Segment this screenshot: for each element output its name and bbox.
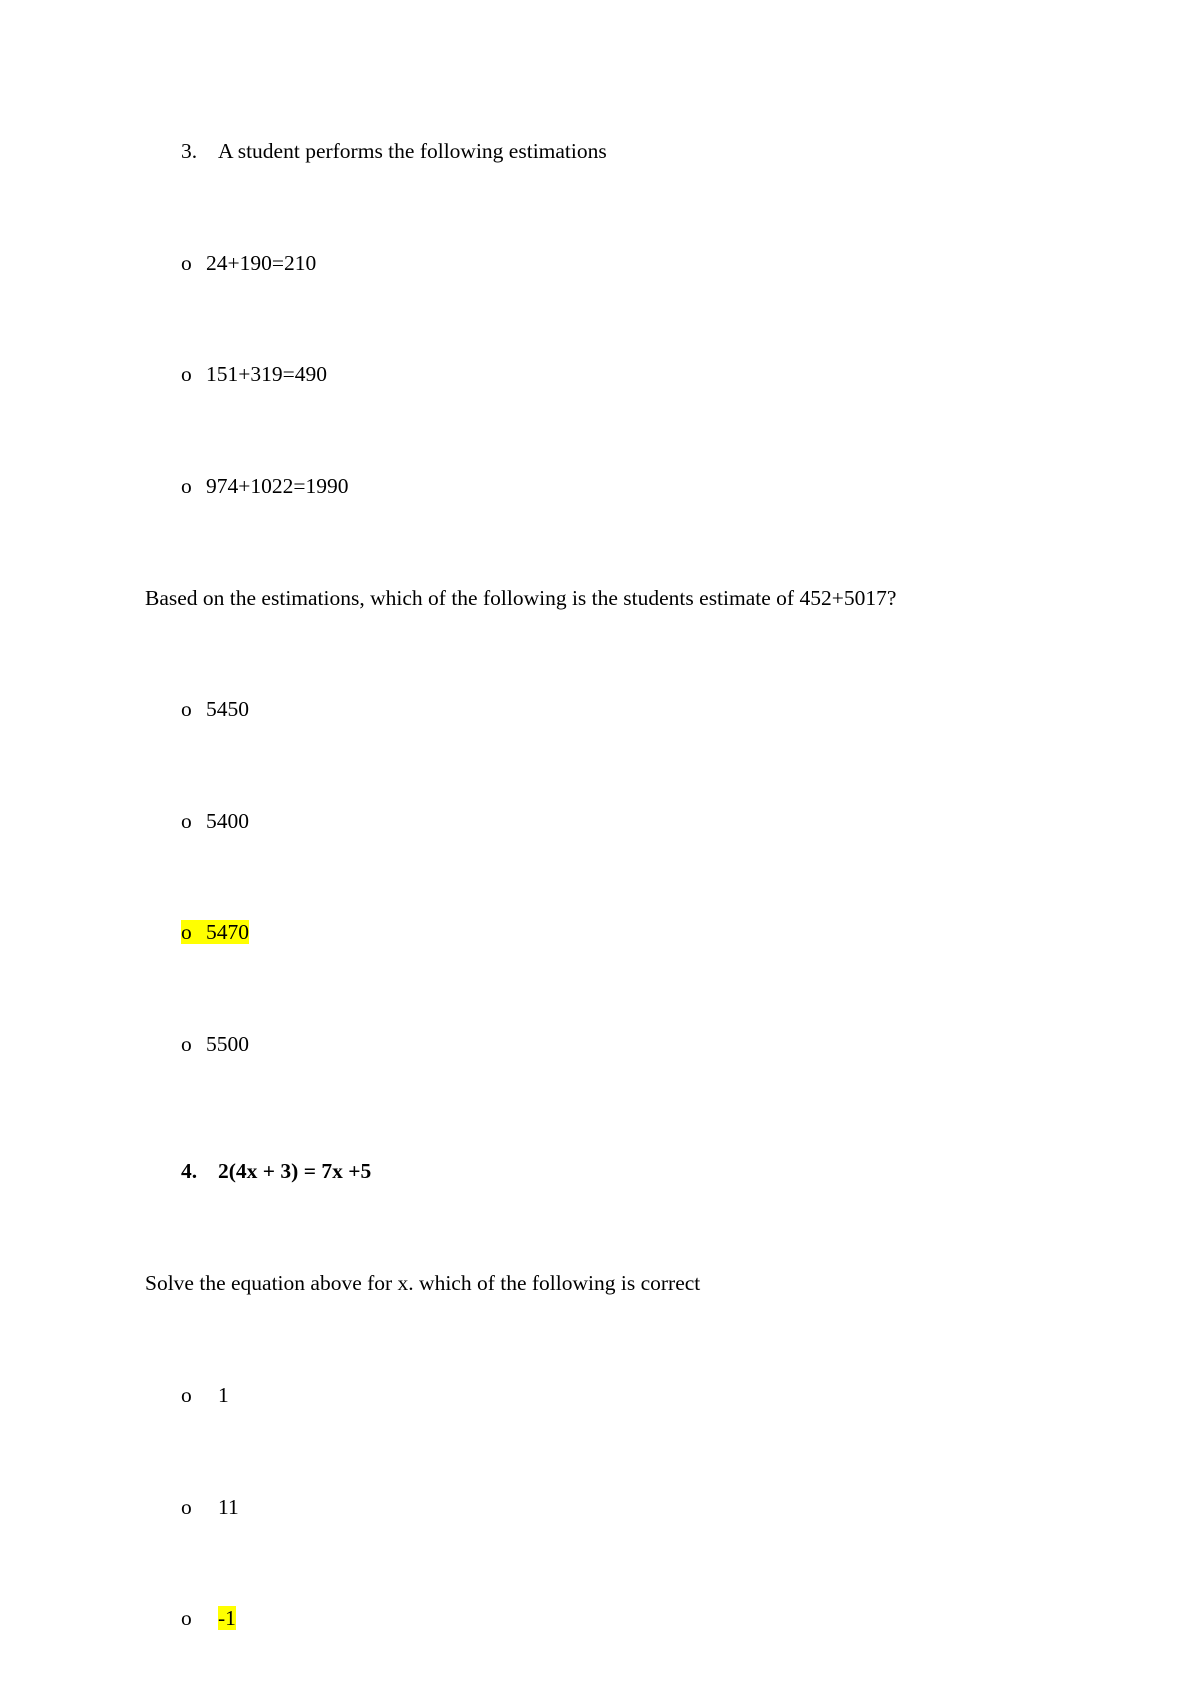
option-text: 5450 <box>206 697 249 721</box>
bullet-icon: o <box>181 362 192 386</box>
answer-option-minus-1-highlighted[interactable] <box>181 1605 236 1631</box>
bullet-icon: o <box>181 1495 192 1519</box>
estimation-item-3 <box>181 473 349 499</box>
estimation-text: 151+319=490 <box>206 362 328 386</box>
answer-option-5470-highlighted[interactable] <box>181 919 249 945</box>
answer-option-11[interactable] <box>181 1494 239 1520</box>
answer-option-1[interactable] <box>181 1382 229 1408</box>
question-4-equation: 2(4x + 3) = 7x +5 <box>218 1159 372 1183</box>
bullet-icon: o <box>181 1383 192 1407</box>
answer-option-5450[interactable] <box>181 696 249 722</box>
option-text: 5400 <box>206 809 249 833</box>
highlighted-answer: -1 <box>218 1606 236 1630</box>
question-4-number: 4. <box>181 1159 198 1183</box>
bullet-icon: o <box>181 1606 192 1630</box>
estimation-item-1 <box>181 250 316 276</box>
highlighted-answer <box>181 920 249 944</box>
option-text: 5470 <box>206 920 249 944</box>
bullet-icon: o <box>181 697 192 721</box>
question-4-prompt: Solve the equation above for x. which of the following is correct <box>145 1271 701 1295</box>
estimation-text: 24+190=210 <box>206 251 317 275</box>
bullet-icon: o <box>181 474 192 498</box>
bullet-icon: o <box>181 809 192 833</box>
answer-option-5400[interactable] <box>181 808 249 834</box>
question-3-number: 3. <box>181 139 198 163</box>
question-3-followup: Based on the estimations, which of the following is the students estimate of 452+5017? <box>145 586 897 610</box>
bullet-icon: o <box>181 251 192 275</box>
bullet-icon: o <box>181 920 192 944</box>
estimation-item-2 <box>181 361 327 387</box>
option-text: 5500 <box>206 1032 249 1056</box>
estimation-text: 974+1022=1990 <box>206 474 349 498</box>
option-text: 11 <box>218 1495 239 1519</box>
question-3-prompt: A student performs the following estimations <box>218 139 607 163</box>
option-text: 1 <box>218 1383 229 1407</box>
answer-option-5500[interactable] <box>181 1031 249 1057</box>
bullet-icon: o <box>181 1032 192 1056</box>
question-3-heading <box>181 138 607 164</box>
question-4-heading <box>181 1158 371 1184</box>
